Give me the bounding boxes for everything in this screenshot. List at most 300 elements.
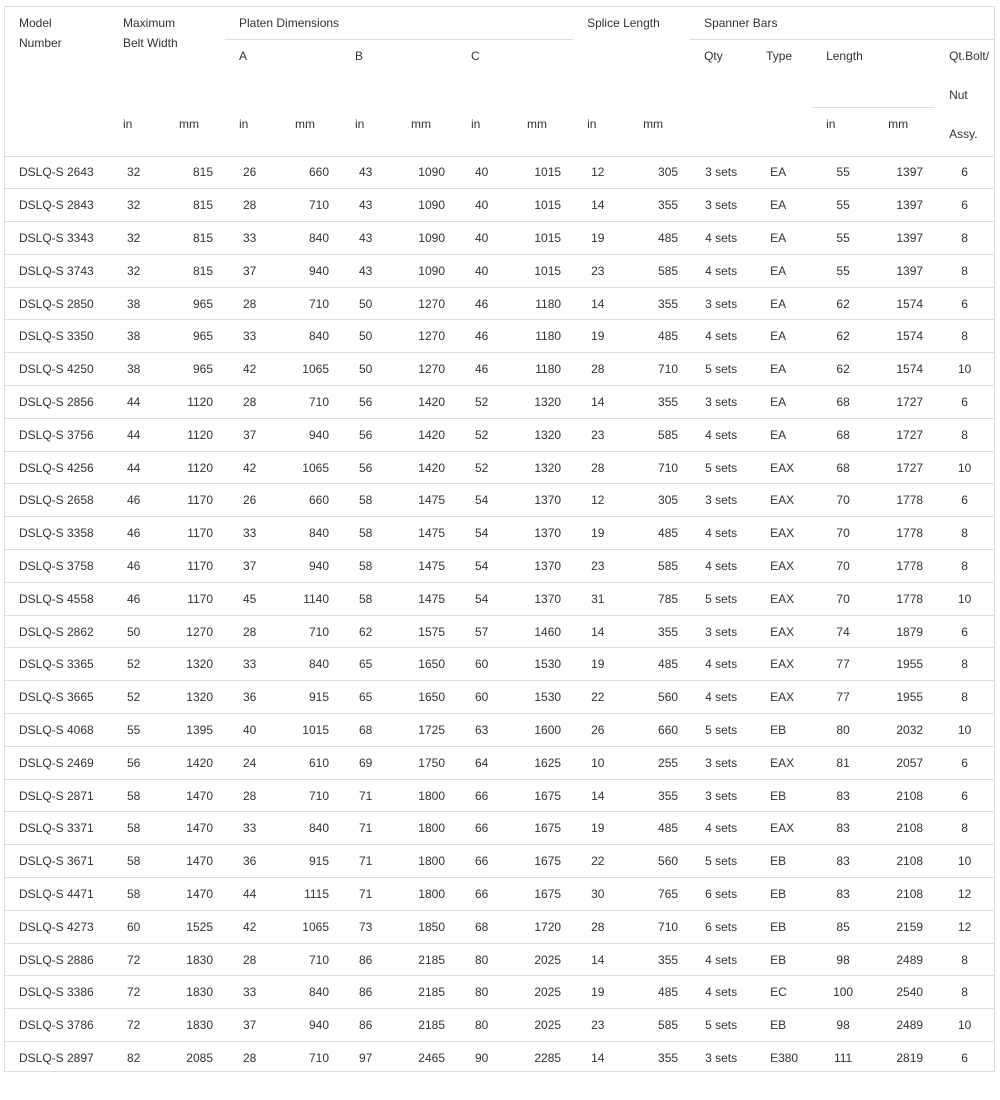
cell-splice-in: 14 [573, 189, 629, 222]
cell-length-mm: 2540 [874, 976, 935, 1009]
cell-c-in: 66 [457, 779, 513, 812]
cell-splice-in: 14 [573, 779, 629, 812]
cell-width-mm: 1395 [165, 714, 225, 747]
cell-c-mm: 1370 [513, 582, 573, 615]
cell-c-mm: 1625 [513, 746, 573, 779]
unit-b-in: in [341, 108, 397, 156]
cell-width-mm: 965 [165, 320, 225, 353]
cell-c-mm: 2285 [513, 1042, 573, 1075]
cell-width-in: 82 [109, 1042, 165, 1075]
cell-qty: 4 sets [690, 320, 752, 353]
cell-type: EB [752, 910, 812, 943]
cell-bolt-qty: 8 [935, 648, 994, 681]
cell-bolt-qty: 10 [935, 582, 994, 615]
cell-qty: 6 sets [690, 910, 752, 943]
cell-type: EA [752, 418, 812, 451]
cell-splice-in: 23 [573, 1009, 629, 1042]
cell-type: EC [752, 976, 812, 1009]
cell-splice-mm: 355 [629, 386, 690, 419]
cell-c-mm: 1320 [513, 386, 573, 419]
cell-a-mm: 840 [281, 976, 341, 1009]
cell-width-mm: 1170 [165, 484, 225, 517]
cell-a-in: 26 [225, 156, 281, 189]
cell-width-mm: 1525 [165, 910, 225, 943]
table-row [5, 910, 994, 943]
cell-c-in: 57 [457, 615, 513, 648]
cell-width-in: 32 [109, 222, 165, 255]
cell-width-in: 38 [109, 353, 165, 386]
cell-splice-in: 19 [573, 976, 629, 1009]
unit-length-in: in [812, 108, 874, 156]
cell-b-mm: 1090 [397, 189, 457, 222]
cell-model: DSLQ-S 2856 [5, 386, 109, 419]
cell-b-mm: 1750 [397, 746, 457, 779]
cell-b-in: 86 [341, 1009, 397, 1042]
cell-bolt-qty: 12 [935, 910, 994, 943]
cell-a-mm: 710 [281, 287, 341, 320]
cell-b-mm: 1420 [397, 451, 457, 484]
cell-length-mm: 1397 [874, 222, 935, 255]
cell-a-in: 33 [225, 517, 281, 550]
cell-length-mm: 1574 [874, 320, 935, 353]
table-row [5, 943, 994, 976]
cell-width-mm: 965 [165, 353, 225, 386]
cell-model: DSLQ-S 3358 [5, 517, 109, 550]
cell-width-mm: 1830 [165, 1009, 225, 1042]
cell-a-in: 37 [225, 254, 281, 287]
header-qty: Qty [690, 40, 752, 156]
cell-width-in: 56 [109, 746, 165, 779]
cell-a-in: 28 [225, 779, 281, 812]
cell-b-mm: 1475 [397, 582, 457, 615]
cell-width-in: 44 [109, 418, 165, 451]
cell-b-mm: 1270 [397, 287, 457, 320]
cell-width-in: 58 [109, 845, 165, 878]
cell-model: DSLQ-S 2643 [5, 156, 109, 189]
cell-splice-in: 14 [573, 386, 629, 419]
cell-splice-in: 14 [573, 1042, 629, 1075]
cell-length-mm: 1778 [874, 517, 935, 550]
header-qt-line3: Assy. [949, 127, 978, 141]
cell-b-mm: 2465 [397, 1042, 457, 1075]
cell-qty: 6 sets [690, 878, 752, 911]
cell-length-mm: 1879 [874, 615, 935, 648]
cell-c-in: 63 [457, 714, 513, 747]
header-b: B [355, 49, 364, 63]
cell-c-in: 52 [457, 418, 513, 451]
cell-bolt-qty: 8 [935, 254, 994, 287]
cell-splice-in: 28 [573, 451, 629, 484]
cell-qty: 4 sets [690, 976, 752, 1009]
cell-bolt-qty: 10 [935, 451, 994, 484]
cell-c-in: 40 [457, 222, 513, 255]
cell-c-mm: 1015 [513, 189, 573, 222]
cell-length-in: 100 [812, 976, 874, 1009]
cell-length-in: 68 [812, 451, 874, 484]
cell-a-in: 33 [225, 222, 281, 255]
cell-b-mm: 1800 [397, 845, 457, 878]
cell-a-mm: 710 [281, 189, 341, 222]
unit-a-mm: mm [281, 108, 341, 156]
cell-b-in: 50 [341, 320, 397, 353]
cell-b-in: 71 [341, 878, 397, 911]
cell-b-mm: 1090 [397, 254, 457, 287]
cell-a-in: 37 [225, 550, 281, 583]
cell-type: EA [752, 222, 812, 255]
cell-a-mm: 940 [281, 1009, 341, 1042]
cell-width-mm: 1320 [165, 648, 225, 681]
cell-qty: 5 sets [690, 714, 752, 747]
cell-splice-mm: 355 [629, 779, 690, 812]
cell-b-mm: 1420 [397, 418, 457, 451]
cell-type: EAX [752, 812, 812, 845]
cell-bolt-qty: 8 [935, 517, 994, 550]
unit-b-mm: mm [397, 108, 457, 156]
table-row [5, 254, 994, 287]
cell-a-mm: 1140 [281, 582, 341, 615]
cell-splice-mm: 305 [629, 156, 690, 189]
cell-b-in: 43 [341, 222, 397, 255]
cell-qty: 3 sets [690, 779, 752, 812]
cell-c-in: 66 [457, 845, 513, 878]
cell-b-in: 58 [341, 484, 397, 517]
unit-width-mm: mm [165, 108, 225, 156]
cell-b-in: 50 [341, 353, 397, 386]
cell-width-mm: 1170 [165, 517, 225, 550]
cell-splice-mm: 710 [629, 353, 690, 386]
header-a: A [239, 49, 248, 63]
header-spanner: Spanner Bars [690, 7, 994, 40]
cell-c-in: 80 [457, 943, 513, 976]
cell-a-mm: 840 [281, 517, 341, 550]
cell-qty: 3 sets [690, 746, 752, 779]
cell-width-mm: 1120 [165, 451, 225, 484]
cell-c-in: 40 [457, 156, 513, 189]
cell-splice-mm: 485 [629, 517, 690, 550]
cell-length-mm: 1778 [874, 582, 935, 615]
cell-a-in: 28 [225, 1042, 281, 1075]
cell-type: EAX [752, 451, 812, 484]
table-row [5, 550, 994, 583]
cell-width-in: 46 [109, 484, 165, 517]
cell-model: DSLQ-S 2658 [5, 484, 109, 517]
cell-model: DSLQ-S 2871 [5, 779, 109, 812]
cell-b-in: 62 [341, 615, 397, 648]
table-row [5, 222, 994, 255]
cell-type: EAX [752, 615, 812, 648]
cell-width-in: 46 [109, 517, 165, 550]
cell-width-in: 50 [109, 615, 165, 648]
cell-c-mm: 2025 [513, 943, 573, 976]
cell-bolt-qty: 6 [935, 386, 994, 419]
cell-length-mm: 2057 [874, 746, 935, 779]
cell-model: DSLQ-S 3671 [5, 845, 109, 878]
cell-bolt-qty: 6 [935, 189, 994, 222]
cell-width-mm: 1320 [165, 681, 225, 714]
cell-type: EA [752, 287, 812, 320]
header-max-line1: Maximum [123, 16, 176, 30]
cell-bolt-qty: 10 [935, 353, 994, 386]
cell-c-in: 80 [457, 1009, 513, 1042]
header-max-width [109, 7, 225, 108]
cell-splice-in: 28 [573, 910, 629, 943]
cell-qty: 4 sets [690, 517, 752, 550]
cell-bolt-qty: 8 [935, 550, 994, 583]
cell-qty: 4 sets [690, 254, 752, 287]
cell-c-mm: 1370 [513, 484, 573, 517]
cell-b-in: 86 [341, 976, 397, 1009]
cell-splice-in: 22 [573, 681, 629, 714]
cell-a-mm: 940 [281, 254, 341, 287]
cell-width-in: 72 [109, 1009, 165, 1042]
cell-bolt-qty: 6 [935, 156, 994, 189]
header-splice: Splice Length [587, 16, 660, 30]
cell-qty: 5 sets [690, 451, 752, 484]
cell-width-in: 58 [109, 812, 165, 845]
cell-a-mm: 1065 [281, 353, 341, 386]
cell-qty: 3 sets [690, 287, 752, 320]
cell-bolt-qty: 6 [935, 615, 994, 648]
cell-length-mm: 2108 [874, 878, 935, 911]
cell-type: EA [752, 353, 812, 386]
unit-c-in: in [457, 108, 513, 156]
cell-length-in: 68 [812, 386, 874, 419]
cell-length-in: 85 [812, 910, 874, 943]
cell-b-mm: 1800 [397, 779, 457, 812]
cell-c-mm: 2025 [513, 1009, 573, 1042]
table-row [5, 615, 994, 648]
cell-width-in: 72 [109, 943, 165, 976]
table-row [5, 746, 994, 779]
cell-c-mm: 1720 [513, 910, 573, 943]
cell-width-in: 58 [109, 779, 165, 812]
cell-b-in: 56 [341, 418, 397, 451]
cell-c-in: 64 [457, 746, 513, 779]
cell-b-mm: 1475 [397, 484, 457, 517]
cell-c-in: 80 [457, 976, 513, 1009]
cell-length-in: 77 [812, 681, 874, 714]
cell-length-in: 81 [812, 746, 874, 779]
cell-splice-mm: 560 [629, 681, 690, 714]
cell-width-in: 58 [109, 878, 165, 911]
cell-qty: 4 sets [690, 681, 752, 714]
cell-splice-mm: 485 [629, 976, 690, 1009]
cell-length-in: 62 [812, 287, 874, 320]
cell-b-in: 58 [341, 550, 397, 583]
cell-width-in: 46 [109, 550, 165, 583]
cell-a-mm: 840 [281, 320, 341, 353]
table-row [5, 353, 994, 386]
cell-c-mm: 1180 [513, 353, 573, 386]
cell-b-mm: 1475 [397, 517, 457, 550]
cell-c-mm: 1600 [513, 714, 573, 747]
header-qt-line2: Nut [949, 88, 968, 102]
cell-splice-mm: 485 [629, 648, 690, 681]
cell-width-in: 46 [109, 582, 165, 615]
cell-a-in: 36 [225, 845, 281, 878]
cell-bolt-qty: 8 [935, 222, 994, 255]
cell-length-in: 70 [812, 517, 874, 550]
cell-b-in: 65 [341, 648, 397, 681]
cell-type: EA [752, 386, 812, 419]
cell-b-in: 58 [341, 517, 397, 550]
cell-splice-in: 22 [573, 845, 629, 878]
cell-a-in: 42 [225, 451, 281, 484]
unit-length-mm: mm [874, 108, 935, 156]
cell-type: EB [752, 878, 812, 911]
header-model-line1: Model [19, 16, 52, 30]
cell-splice-mm: 710 [629, 451, 690, 484]
cell-width-in: 55 [109, 714, 165, 747]
cell-length-in: 62 [812, 353, 874, 386]
cell-type: EAX [752, 517, 812, 550]
cell-bolt-qty: 6 [935, 779, 994, 812]
cell-model: DSLQ-S 3743 [5, 254, 109, 287]
cell-model: DSLQ-S 2862 [5, 615, 109, 648]
cell-splice-in: 23 [573, 418, 629, 451]
header-qt-bolt [935, 40, 994, 156]
cell-model: DSLQ-S 3365 [5, 648, 109, 681]
cell-type: EAX [752, 648, 812, 681]
table-row [5, 189, 994, 222]
cell-b-in: 86 [341, 943, 397, 976]
cell-a-in: 36 [225, 681, 281, 714]
cell-width-in: 32 [109, 254, 165, 287]
cell-width-mm: 1170 [165, 550, 225, 583]
cell-model: DSLQ-S 3758 [5, 550, 109, 583]
cell-width-in: 32 [109, 189, 165, 222]
cell-type: EB [752, 845, 812, 878]
cell-splice-in: 12 [573, 156, 629, 189]
cell-b-mm: 1650 [397, 681, 457, 714]
unit-a-in: in [225, 108, 281, 156]
cell-c-mm: 1530 [513, 681, 573, 714]
cell-c-in: 46 [457, 287, 513, 320]
header-type: Type [752, 40, 812, 156]
cell-type: EAX [752, 550, 812, 583]
cell-a-in: 26 [225, 484, 281, 517]
cell-c-in: 46 [457, 353, 513, 386]
cell-length-in: 62 [812, 320, 874, 353]
cell-qty: 3 sets [690, 189, 752, 222]
cell-splice-mm: 485 [629, 812, 690, 845]
table-row [5, 681, 994, 714]
cell-a-mm: 710 [281, 386, 341, 419]
header-platen: Platen Dimensions [225, 7, 573, 40]
cell-length-mm: 1955 [874, 681, 935, 714]
cell-a-in: 40 [225, 714, 281, 747]
cell-c-mm: 1320 [513, 451, 573, 484]
cell-bolt-qty: 10 [935, 845, 994, 878]
cell-a-in: 28 [225, 189, 281, 222]
cell-splice-in: 14 [573, 287, 629, 320]
cell-bolt-qty: 6 [935, 1042, 994, 1075]
cell-type: EAX [752, 582, 812, 615]
cell-width-mm: 2085 [165, 1042, 225, 1075]
table-row [5, 386, 994, 419]
cell-width-mm: 1120 [165, 418, 225, 451]
cell-width-in: 52 [109, 681, 165, 714]
cell-width-in: 38 [109, 320, 165, 353]
cell-splice-mm: 355 [629, 189, 690, 222]
cell-qty: 5 sets [690, 353, 752, 386]
cell-length-in: 98 [812, 943, 874, 976]
cell-width-mm: 1470 [165, 845, 225, 878]
cell-b-in: 69 [341, 746, 397, 779]
cell-a-in: 28 [225, 943, 281, 976]
cell-b-mm: 1270 [397, 353, 457, 386]
cell-a-in: 28 [225, 615, 281, 648]
table-row [5, 812, 994, 845]
cell-splice-mm: 355 [629, 943, 690, 976]
cell-bolt-qty: 8 [935, 418, 994, 451]
cell-b-in: 65 [341, 681, 397, 714]
cell-b-mm: 1575 [397, 615, 457, 648]
cell-splice-in: 14 [573, 615, 629, 648]
cell-b-in: 73 [341, 910, 397, 943]
cell-a-in: 42 [225, 353, 281, 386]
cell-a-in: 28 [225, 287, 281, 320]
cell-length-in: 83 [812, 812, 874, 845]
cell-model: DSLQ-S 3343 [5, 222, 109, 255]
cell-c-mm: 1015 [513, 254, 573, 287]
cell-length-mm: 1397 [874, 189, 935, 222]
cell-model: DSLQ-S 4256 [5, 451, 109, 484]
cell-c-in: 66 [457, 812, 513, 845]
cell-width-mm: 815 [165, 189, 225, 222]
cell-splice-in: 19 [573, 517, 629, 550]
cell-a-in: 33 [225, 648, 281, 681]
cell-b-in: 56 [341, 386, 397, 419]
cell-c-in: 90 [457, 1042, 513, 1075]
cell-length-mm: 2819 [874, 1042, 935, 1075]
header-model-line2: Number [19, 36, 62, 50]
cell-a-mm: 840 [281, 222, 341, 255]
cell-qty: 3 sets [690, 484, 752, 517]
cell-splice-mm: 585 [629, 1009, 690, 1042]
cell-width-mm: 1470 [165, 878, 225, 911]
cell-c-in: 52 [457, 386, 513, 419]
cell-c-mm: 1370 [513, 550, 573, 583]
cell-bolt-qty: 8 [935, 681, 994, 714]
cell-a-mm: 710 [281, 943, 341, 976]
cell-splice-in: 23 [573, 254, 629, 287]
cell-length-in: 83 [812, 779, 874, 812]
cell-splice-mm: 585 [629, 254, 690, 287]
cell-b-mm: 1090 [397, 156, 457, 189]
cell-length-in: 74 [812, 615, 874, 648]
cell-b-in: 97 [341, 1042, 397, 1075]
cell-qty: 4 sets [690, 418, 752, 451]
cell-c-in: 40 [457, 254, 513, 287]
cell-qty: 4 sets [690, 812, 752, 845]
cell-a-mm: 840 [281, 648, 341, 681]
cell-length-mm: 2108 [874, 812, 935, 845]
cell-b-in: 71 [341, 812, 397, 845]
cell-c-in: 54 [457, 517, 513, 550]
cell-c-mm: 1675 [513, 812, 573, 845]
cell-length-in: 55 [812, 254, 874, 287]
cell-b-mm: 2185 [397, 1009, 457, 1042]
cell-width-mm: 1270 [165, 615, 225, 648]
header-c: C [471, 49, 480, 63]
cell-splice-mm: 305 [629, 484, 690, 517]
table-row [5, 845, 994, 878]
table-row [5, 451, 994, 484]
cell-a-mm: 915 [281, 845, 341, 878]
cell-splice-mm: 710 [629, 910, 690, 943]
cell-splice-mm: 765 [629, 878, 690, 911]
